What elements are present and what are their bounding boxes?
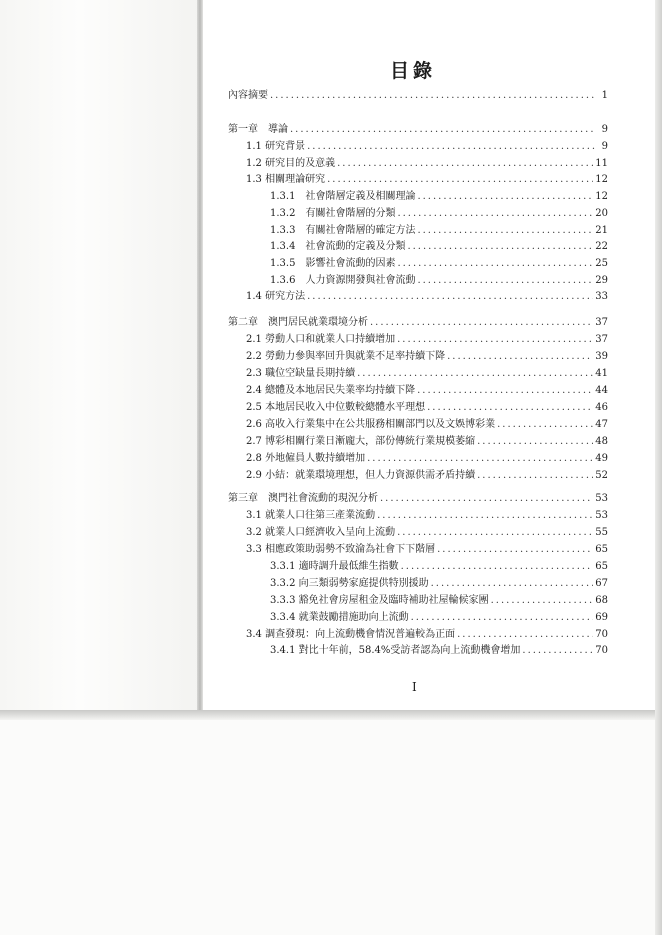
toc-entry-page: 39	[595, 351, 608, 362]
toc-title: 目錄	[389, 60, 436, 82]
toc-entry-page: 65	[595, 561, 608, 572]
toc-leader-dots	[377, 509, 593, 523]
toc-entry-page: 41	[595, 368, 608, 379]
toc-entry-page: 68	[595, 595, 608, 606]
toc-entry-1-3[interactable]	[246, 173, 608, 187]
toc-leader-dots	[397, 526, 593, 540]
left-page	[0, 0, 200, 712]
toc-leader-dots	[307, 140, 596, 154]
toc-entry-chapter-1[interactable]	[228, 123, 608, 137]
toc-entry-page: 12	[595, 174, 608, 185]
toc-entry-3-3-3[interactable]	[270, 594, 608, 608]
toc-entry-1-3-1[interactable]	[270, 190, 608, 204]
toc-entry-3-3-1[interactable]	[270, 560, 608, 574]
toc-entry-2-7[interactable]	[246, 435, 608, 449]
toc-entry-1-2[interactable]	[246, 157, 608, 171]
toc-entry-page: 52	[595, 470, 608, 481]
toc-leader-dots	[417, 274, 593, 288]
toc-entry-3-2[interactable]	[246, 526, 608, 540]
toc-entry-1-3-5[interactable]	[270, 257, 608, 271]
toc-leader-dots	[397, 207, 593, 221]
toc-leader-dots	[357, 367, 593, 381]
toc-entry-label: 3.1 就業人口往第三產業流動	[246, 510, 376, 521]
toc-entry-page: 9	[601, 124, 608, 135]
toc-entry-page: 37	[595, 317, 608, 328]
toc-entry-label: 2.1 勞動人口和就業人口持續增加	[246, 334, 396, 345]
toc-entry-page: 53	[595, 510, 608, 521]
toc-entry-page: 53	[595, 493, 608, 504]
toc-entry-page: 22	[595, 241, 608, 252]
toc-entry-page: 9	[601, 141, 608, 152]
toc-entry-label: 2.2 勞動力參與率回升與就業不足率持續下降	[246, 351, 446, 362]
toc-entry-page: 21	[595, 225, 608, 236]
toc-entry-label: 2.7 博彩相關行業日漸龐大，部份傳統行業規模萎縮	[246, 436, 476, 447]
toc-entry-2-9[interactable]	[246, 469, 608, 483]
toc-leader-dots	[367, 452, 593, 466]
toc-entry-page: 25	[595, 258, 608, 269]
toc-entry-page: 11	[595, 158, 608, 169]
toc-leader-dots	[437, 543, 593, 557]
scan-background	[0, 720, 662, 935]
page-bottom-shadow	[0, 710, 662, 720]
toc-entry-page: 37	[595, 334, 608, 345]
toc-entry-1-4[interactable]	[246, 290, 608, 304]
toc-entry-label: 1.3.5 影響社會流動的因素	[270, 258, 396, 269]
toc-entry-page: 33	[595, 291, 608, 302]
toc-entry-label: 內容摘要	[228, 90, 268, 101]
toc-entry-page: 47	[595, 419, 608, 430]
toc-leader-dots	[417, 384, 593, 398]
toc-leader-dots	[270, 89, 596, 103]
toc-entry-label: 1.4 研究方法	[246, 291, 306, 302]
toc-entry-label: 1.3.2 有關社會階層的分類	[270, 208, 396, 219]
toc-leader-dots	[307, 290, 593, 304]
toc-leader-dots	[417, 190, 593, 204]
toc-entry-label: 3.3.4 就業鼓勵措施助向上流動	[270, 612, 409, 623]
toc-entry-1-3-6[interactable]	[270, 274, 608, 288]
toc-leader-dots	[411, 611, 594, 625]
toc-entry-label: 1.3.1 社會階層定義及相關理論	[270, 191, 416, 202]
toc-entry-page: 29	[595, 275, 608, 286]
toc-leader-dots	[431, 577, 594, 591]
toc-entry-label: 1.3.4 社會流動的定義及分類	[270, 241, 406, 252]
page-number: I	[412, 680, 417, 694]
toc-leader-dots	[491, 594, 594, 608]
toc-entry-label: 第三章 澳門社會流動的現況分析	[228, 493, 378, 504]
toc-entry-1-3-3[interactable]	[270, 224, 608, 238]
toc-leader-dots	[427, 401, 593, 415]
toc-entry-page: 46	[595, 402, 608, 413]
toc-entry-label: 3.4.1 對比十年前，58.4%受訪者認為向上流動機會增加	[270, 645, 521, 656]
toc-entry-label: 2.6 高收入行業集中在公共服務相關部門以及文娛博彩業	[246, 419, 496, 430]
page-edge	[655, 0, 662, 935]
toc-entry-label: 3.3.1 適時調升最低維生指數	[270, 561, 399, 572]
toc-entry-2-3[interactable]	[246, 367, 608, 381]
toc-leader-dots	[397, 257, 593, 271]
toc-entry-2-2[interactable]	[246, 350, 608, 364]
toc-leader-dots	[417, 224, 593, 238]
toc-entry-1-3-4[interactable]	[270, 240, 608, 254]
toc-leader-dots	[290, 123, 596, 137]
toc-entry-3-3-2[interactable]	[270, 577, 608, 591]
toc-leader-dots	[397, 333, 593, 347]
toc-entry-label: 3.3.2 向三類弱勢家庭提供特別援助	[270, 578, 429, 589]
toc-leader-dots	[477, 435, 593, 449]
toc-entry-1-3-2[interactable]	[270, 207, 608, 221]
toc-entry-2-1[interactable]	[246, 333, 608, 347]
toc-entry-label: 3.3 相應政策助弱勢不致淪為社會下下階層	[246, 544, 436, 555]
toc-entry-chapter-2[interactable]	[228, 316, 608, 330]
toc-entry-label: 2.8 外地僱員人數持續增加	[246, 453, 366, 464]
toc-entry-page: 67	[595, 578, 608, 589]
toc-entry-chapter-3[interactable]	[228, 492, 608, 506]
toc-entry-3-4[interactable]	[246, 628, 608, 642]
toc-leader-dots	[522, 644, 593, 658]
toc-leader-dots	[497, 418, 593, 432]
toc-entry-label: 1.3 相關理論研究	[246, 174, 326, 185]
toc-leader-dots	[327, 173, 593, 187]
toc-leader-dots	[401, 560, 594, 574]
toc-entry-3-3[interactable]	[246, 543, 608, 557]
toc-leader-dots	[457, 628, 593, 642]
toc-entry-page: 70	[595, 629, 608, 640]
toc-entry-3-1[interactable]	[246, 509, 608, 523]
toc-entry-label: 2.3 職位空缺量長期持續	[246, 368, 356, 379]
toc-entry-label: 3.4 調查發現：向上流動機會情況普遍較為正面	[246, 629, 456, 640]
toc-entry-2-5[interactable]	[246, 401, 608, 415]
toc-leader-dots	[370, 316, 593, 330]
toc-entry-label: 第二章 澳門居民就業環境分析	[228, 317, 368, 328]
toc-entry-page: 44	[595, 385, 608, 396]
toc-entry-3-3-4[interactable]	[270, 611, 608, 625]
toc-entry-label: 1.3.6 人力資源開發與社會流動	[270, 275, 416, 286]
toc-entry-page: 55	[595, 527, 608, 538]
toc-entry-label: 3.2 就業人口經濟收入呈向上流動	[246, 527, 396, 538]
toc-entry-label: 第一章 導論	[228, 124, 288, 135]
toc-entry-page: 49	[595, 453, 608, 464]
toc-entry-label: 1.1 研究背景	[246, 141, 306, 152]
toc-entry-2-8[interactable]	[246, 452, 608, 466]
toc-entry-3-4-1[interactable]	[270, 644, 608, 658]
toc-entry-label: 2.4 總體及本地居民失業率均持續下降	[246, 385, 416, 396]
toc-entry-label: 1.2 研究目的及意義	[246, 158, 336, 169]
toc-entry-2-6[interactable]	[246, 418, 608, 432]
toc-entry-1-1[interactable]	[246, 140, 608, 154]
toc-entry-page: 69	[595, 612, 608, 623]
toc-entry-label: 3.3.3 豁免社會房屋租金及臨時補助社屋輪候家團	[270, 595, 489, 606]
toc-entry-label: 1.3.3 有關社會階層的確定方法	[270, 225, 416, 236]
toc-leader-dots	[407, 240, 593, 254]
toc-entry-page: 1	[601, 90, 608, 101]
toc-entry-2-4[interactable]	[246, 384, 608, 398]
toc-entry-page: 12	[595, 191, 608, 202]
toc-entry-page: 70	[595, 645, 608, 656]
toc-leader-dots	[477, 469, 593, 483]
toc-entry-page: 48	[595, 436, 608, 447]
toc-entry-page: 20	[595, 208, 608, 219]
toc-leader-dots	[337, 157, 593, 171]
toc-entry-page: 65	[595, 544, 608, 555]
toc-leader-dots	[447, 350, 593, 364]
toc-entry-label: 2.9 小結：就業環境理想，但人力資源供需矛盾持續	[246, 470, 476, 481]
toc-leader-dots	[380, 492, 593, 506]
toc-entry-abstract[interactable]	[228, 89, 608, 103]
toc-entry-label: 2.5 本地居民收入中位數較總體水平理想	[246, 402, 426, 413]
